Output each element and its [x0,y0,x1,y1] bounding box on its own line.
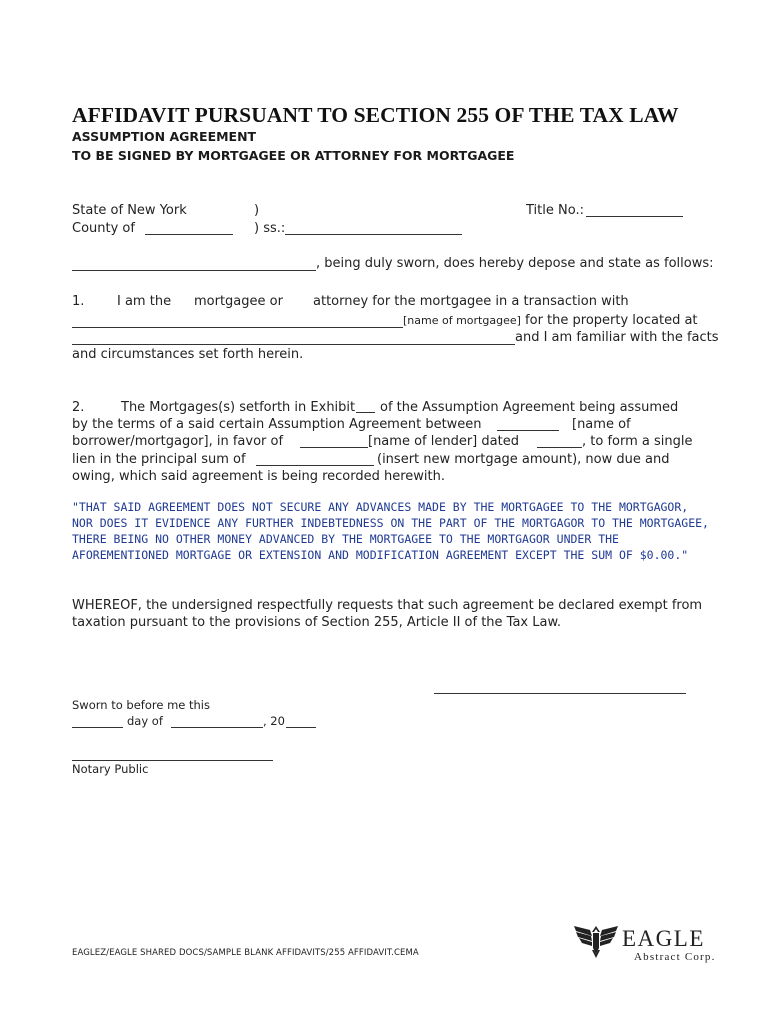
name-of-mortgagee-label: [name of mortgagee] for the property located at [403,313,698,328]
venue-paren: ) [254,203,260,218]
para1-number: 1. [72,294,85,309]
deponent-name-field[interactable] [72,270,316,271]
county-label: County of [72,221,135,236]
para2-line2a: by the terms of a said certain Assumption Agreement between [72,417,482,432]
document-subtitle: ASSUMPTION AGREEMENT [72,129,257,144]
para1-option-attorney: attorney for the mortgagee in a transaction with [313,294,629,309]
document-instruction: TO BE SIGNED BY MORTGAGEE OR ATTORNEY FOR MORTGAGEE [72,148,515,163]
county-field[interactable] [145,234,233,235]
notary-public-label: Notary Public [72,762,149,776]
para2-line3a: borrower/mortgagor], in favor of [72,434,284,449]
para2-line4b: (insert new mortgage amount), now due and [377,452,670,467]
date-field[interactable] [537,447,582,448]
mortgagee-name-field[interactable] [72,327,403,328]
ss-field[interactable] [285,234,462,235]
para1-option-mortgagee: mortgagee or [194,294,283,309]
notary-signature-line[interactable] [72,760,273,761]
deponent-signature-line[interactable] [434,693,686,694]
day-of-label: day of [127,714,163,728]
eagle-logo-icon [572,920,620,960]
document-title: AFFIDAVIT PURSUANT TO SECTION 255 OF THE TAX LAW [72,103,679,127]
principal-sum-field[interactable] [256,465,374,466]
lender-name-field[interactable] [300,447,368,448]
company-name: EAGLE [622,926,705,951]
familiar-text: and I am familiar with the facts [515,330,719,345]
para1-iam: I am the [117,294,172,309]
title-no-field[interactable] [586,216,683,217]
footer-file-path: EAGLEZ/EAGLE SHARED DOCS/SAMPLE BLANK AFFIDAVITS/255 AFFIDAVIT.CEMA [72,948,419,958]
ss-label: ) ss.: [254,221,286,236]
para2-line1b: of the Assumption Agreement being assumed [380,400,679,415]
property-location-field[interactable] [72,344,515,345]
title-no-label: Title No.: [526,203,584,218]
sworn-day-field[interactable] [72,727,123,728]
state-label: State of New York [72,203,187,218]
exhibit-field[interactable] [356,412,375,413]
no-advances-statement: "THAT SAID AGREEMENT DOES NOT SECURE ANY ADVANCES MADE BY THE MORTGAGEE TO THE MORTGAGOR, NOR DOES IT EVIDENCE ANY FURTHER INDEBTEDNESS ON THE PART OF THE MORTGAGOR TO THE MORTGAGEE, THERE BEING NO OTHER MONEY ADVANCED BY THE MORTGAGEE TO THE MORTGAGOR UNDER THE AFOREMENTIONED MORTGAGE OR EXTENSION AND MODIFICATION AGREEMENT EXCEPT THE SUM OF $0.00." [72,500,709,562]
para2-line1a: The Mortgages(s) setforth in Exhibit [121,400,356,415]
sworn-month-field[interactable] [171,727,263,728]
para2-number: 2. [72,400,85,415]
para2-line2b: [name of [572,417,631,432]
whereof-line1: WHEREOF, the undersigned respectfully requests that such agreement be declared exempt from [72,598,703,613]
para2-line5: owing, which said agreement is being recorded herewith. [72,469,446,484]
sworn-label: Sworn to before me this [72,698,210,712]
year-label: , 20 [263,714,285,728]
sworn-year-field[interactable] [286,727,316,728]
whereof-line2: taxation pursuant to the provisions of Section 255, Article II of the Tax Law. [72,615,562,630]
borrower-name-field[interactable] [497,430,559,431]
circumstances-text: and circumstances set forth herein. [72,347,304,362]
deponent-statement: , being duly sworn, does hereby depose and state as follows: [316,256,714,271]
para2-line4a: lien in the principal sum of [72,452,246,467]
para2-line3b: [name of lender] dated [368,434,519,449]
company-subtitle: Abstract Corp. [634,951,716,963]
para2-line3c: , to form a single [582,434,693,449]
